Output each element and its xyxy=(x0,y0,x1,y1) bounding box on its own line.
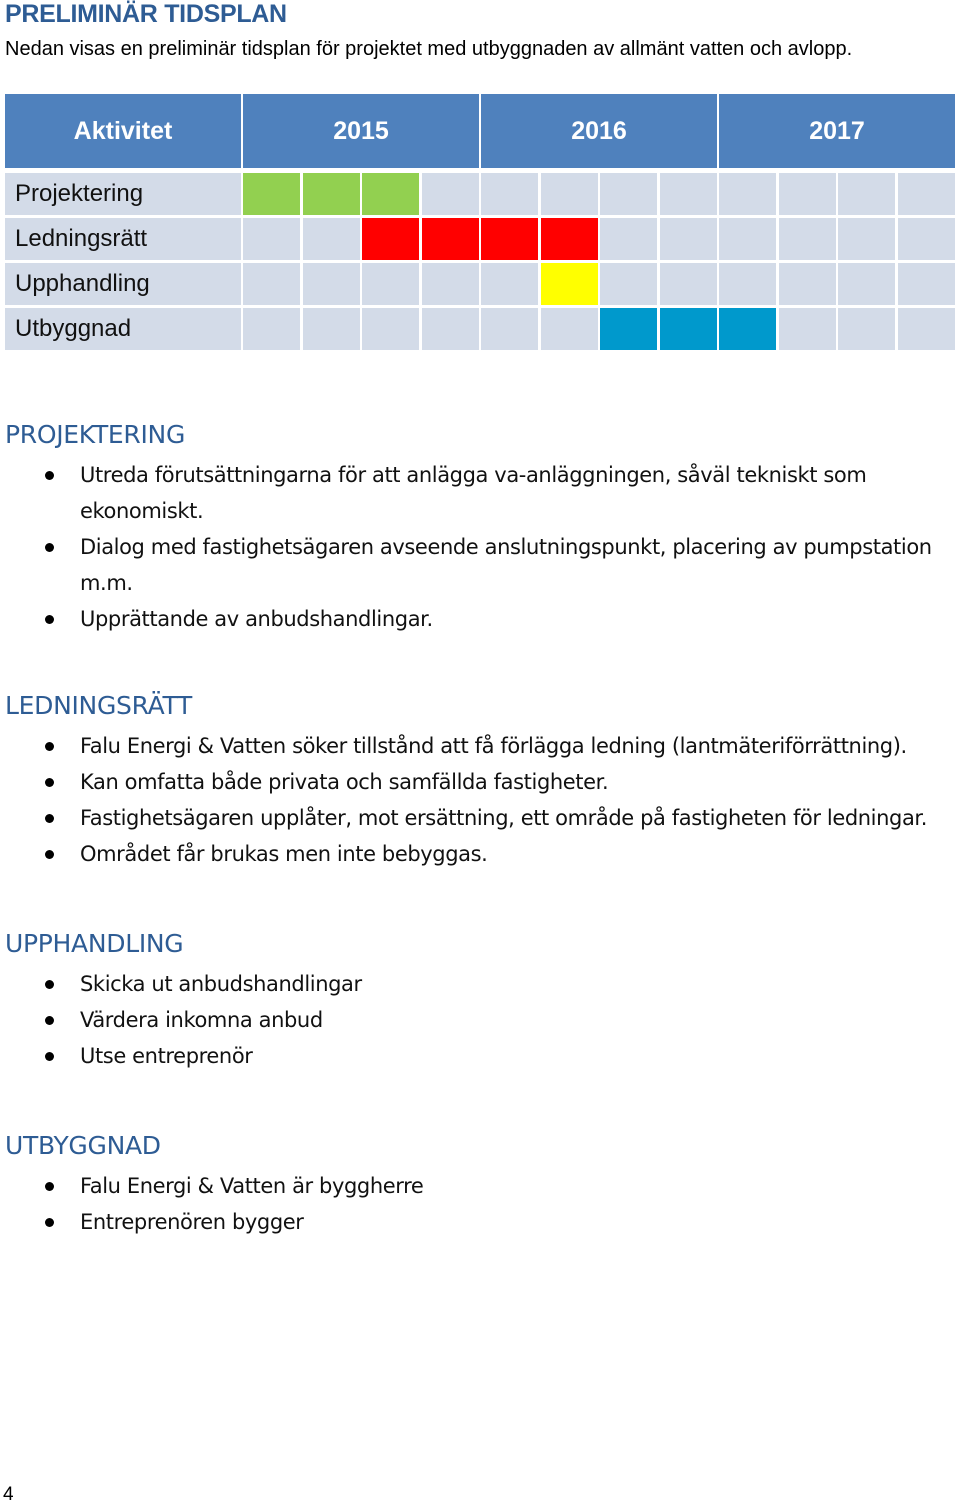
list-item: Upprättande av anbudshandlingar. xyxy=(0,601,950,637)
gantt-header-activity: Aktivitet xyxy=(5,94,241,168)
gantt-row-label-upphandling: Upphandling xyxy=(5,263,241,305)
gantt-bar-cell xyxy=(362,218,419,260)
gantt-bar-cell xyxy=(660,308,717,350)
gantt-empty-cell xyxy=(719,218,776,260)
gantt-empty-cell xyxy=(481,173,538,215)
list-item: Området får brukas men inte bebyggas. xyxy=(0,836,950,872)
bullet-icon xyxy=(45,1016,54,1025)
gantt-bar-cell xyxy=(541,218,598,260)
gantt-empty-cell xyxy=(600,173,657,215)
gantt-bar-cell xyxy=(600,308,657,350)
gantt-bar-cell xyxy=(422,218,479,260)
gantt-empty-cell xyxy=(303,218,360,260)
gantt-empty-cell xyxy=(303,308,360,350)
gantt-bar-cell xyxy=(541,263,598,305)
gantt-bar-cell xyxy=(362,173,419,215)
gantt-empty-cell xyxy=(898,308,955,350)
gantt-empty-cell xyxy=(541,308,598,350)
bullet-icon xyxy=(45,615,54,624)
bullet-icon xyxy=(45,1182,54,1191)
gantt-empty-cell xyxy=(243,218,300,260)
gantt-empty-cell xyxy=(898,263,955,305)
gantt-empty-cell xyxy=(303,263,360,305)
list-utbyggnad xyxy=(0,1168,950,1240)
gantt-empty-cell xyxy=(243,308,300,350)
gantt-empty-cell xyxy=(779,308,836,350)
section-heading-upphandling: UPPHANDLING xyxy=(5,929,184,958)
page-number: 4 xyxy=(3,1484,14,1505)
list-item: Dialog med fastighetsägaren avseende anslutningspunkt, placering av pumpstation m.m. xyxy=(0,529,950,601)
gantt-empty-cell xyxy=(898,218,955,260)
bullet-icon xyxy=(45,742,54,751)
gantt-empty-cell xyxy=(362,263,419,305)
bullet-icon xyxy=(45,980,54,989)
section-heading-projektering: PROJEKTERING xyxy=(5,420,186,449)
list-item: Värdera inkomna anbud xyxy=(0,1002,950,1038)
gantt-row-label-utbyggnad: Utbyggnad xyxy=(5,308,241,350)
gantt-table xyxy=(5,94,955,352)
list-item: Entreprenören bygger xyxy=(0,1204,950,1240)
gantt-empty-cell xyxy=(779,263,836,305)
list-item: Falu Energi & Vatten är byggherre xyxy=(0,1168,950,1204)
section-heading-utbyggnad: UTBYGGNAD xyxy=(5,1131,161,1160)
gantt-empty-cell xyxy=(660,218,717,260)
gantt-bar-cell xyxy=(481,218,538,260)
gantt-empty-cell xyxy=(243,263,300,305)
list-item: Fastighetsägaren upplåter, mot ersättning, ett område på fastigheten för ledningar. xyxy=(0,800,950,836)
gantt-empty-cell xyxy=(422,308,479,350)
gantt-row-label-ledningsratt: Ledningsrätt xyxy=(5,218,241,260)
list-item: Falu Energi & Vatten söker tillstånd att få förlägga ledning (lantmäteriförrättning). xyxy=(0,728,950,764)
bullet-icon xyxy=(45,543,54,552)
list-item: Utse entreprenör xyxy=(0,1038,950,1074)
gantt-empty-cell xyxy=(719,173,776,215)
bullet-icon xyxy=(45,814,54,823)
gantt-empty-cell xyxy=(660,173,717,215)
bullet-icon xyxy=(45,1052,54,1061)
list-projektering xyxy=(0,457,950,637)
gantt-empty-cell xyxy=(362,308,419,350)
list-item: Kan omfatta både privata och samfällda fastigheter. xyxy=(0,764,950,800)
gantt-empty-cell xyxy=(600,218,657,260)
gantt-bar-cell xyxy=(243,173,300,215)
gantt-empty-cell xyxy=(481,263,538,305)
gantt-bar-cell xyxy=(303,173,360,215)
gantt-header-2017: 2017 xyxy=(719,94,955,168)
gantt-empty-cell xyxy=(838,308,895,350)
gantt-row-label-projektering: Projektering xyxy=(5,173,241,215)
page-title: PRELIMINÄR TIDSPLAN xyxy=(5,0,287,28)
gantt-empty-cell xyxy=(838,218,895,260)
list-ledningsratt xyxy=(0,728,950,872)
intro-text: Nedan visas en preliminär tidsplan för projektet med utbyggnaden av allmänt vatten och avlopp. xyxy=(5,38,853,60)
gantt-empty-cell xyxy=(481,308,538,350)
gantt-empty-cell xyxy=(779,173,836,215)
section-heading-ledningsratt: LEDNINGSRÄTT xyxy=(5,691,193,720)
gantt-empty-cell xyxy=(541,173,598,215)
bullet-icon xyxy=(45,1218,54,1227)
list-item: Skicka ut anbudshandlingar xyxy=(0,966,950,1002)
gantt-empty-cell xyxy=(838,263,895,305)
gantt-header-2016: 2016 xyxy=(481,94,717,168)
gantt-header-2015: 2015 xyxy=(243,94,479,168)
bullet-icon xyxy=(45,471,54,480)
gantt-empty-cell xyxy=(898,173,955,215)
gantt-empty-cell xyxy=(422,263,479,305)
list-upphandling xyxy=(0,966,950,1074)
gantt-bar-cell xyxy=(719,308,776,350)
list-item: Utreda förutsättningarna för att anlägga va-anläggningen, såväl tekniskt som ekonomiskt. xyxy=(0,457,950,529)
bullet-icon xyxy=(45,778,54,787)
gantt-empty-cell xyxy=(422,173,479,215)
bullet-icon xyxy=(45,850,54,859)
gantt-empty-cell xyxy=(660,263,717,305)
gantt-empty-cell xyxy=(779,218,836,260)
gantt-empty-cell xyxy=(838,173,895,215)
gantt-empty-cell xyxy=(719,263,776,305)
gantt-empty-cell xyxy=(600,263,657,305)
